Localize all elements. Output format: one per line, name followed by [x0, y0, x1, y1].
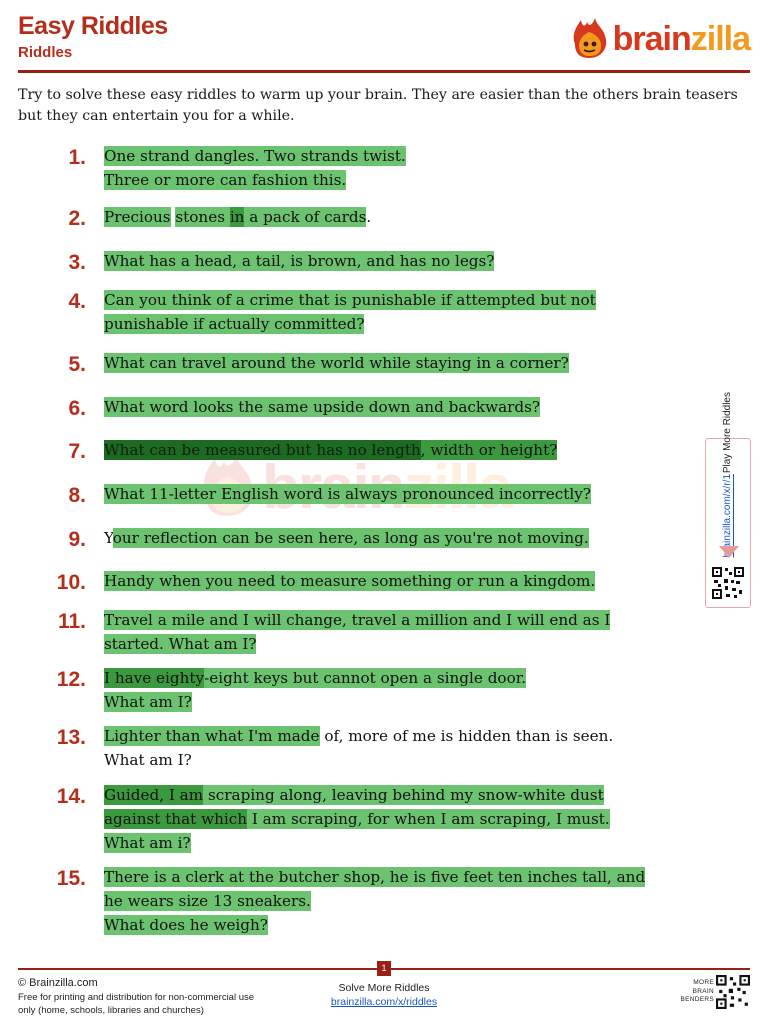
footer-center: [284, 982, 484, 1010]
riddle-line: [104, 865, 684, 889]
highlighted-text: our reflection can be seen here, as long as you're not moving.: [112, 529, 589, 547]
page-subtitle: Riddles: [18, 44, 73, 61]
highlighted-text: against that which: [104, 810, 247, 828]
riddle-number: 6.: [68, 397, 86, 420]
riddle-line: [104, 288, 684, 312]
riddle-number: 2.: [68, 207, 86, 230]
riddle-text: [104, 865, 684, 937]
highlighted-text: What word looks the same upside down and backwards?: [104, 398, 541, 416]
copyright-text: © Brainzilla.com: [18, 977, 98, 989]
riddle-number: 7.: [68, 440, 86, 463]
riddle-line: [104, 395, 684, 419]
riddle-text: [104, 351, 684, 375]
brainzilla-logo[interactable]: [569, 14, 750, 64]
riddle-number: 4.: [68, 290, 86, 313]
riddle-line: [104, 249, 684, 273]
highlighted-text: in: [229, 208, 245, 226]
highlighted-text: What does he weigh?: [104, 916, 268, 934]
highlighted-text: a pack of cards: [244, 208, 367, 226]
page-number: 1: [377, 961, 391, 976]
highlighted-text: What 11-letter English word is always pronounced incorrectly?: [104, 485, 591, 503]
riddle-number: 10.: [56, 571, 86, 594]
highlighted-text: What can be measured but has no length: [104, 441, 421, 459]
riddle-number: 9.: [68, 528, 86, 551]
riddle-line: [104, 144, 684, 168]
riddle-number: 13.: [56, 726, 86, 749]
plain-text: What am I?: [104, 751, 192, 769]
plain-text: .: [366, 208, 372, 226]
riddle-text: [104, 249, 684, 273]
riddle-line: [104, 438, 684, 462]
riddle-line: [104, 482, 684, 506]
highlighted-text: , width or height?: [420, 441, 558, 459]
solve-more-link[interactable]: brainzilla.com/x/riddles: [330, 996, 438, 1008]
highlighted-text: I am scraping, for when I am scraping, I must.: [247, 810, 610, 828]
riddle-text: [104, 783, 684, 855]
riddle-line: [104, 889, 684, 913]
riddle-text: [104, 144, 684, 192]
highlighted-text: started. What am I?: [104, 635, 257, 653]
page-header: [18, 10, 750, 68]
license-note: Free for printing and distribution for non-commercial use only (home, schools, libraries and churches): [18, 992, 255, 1016]
intro-text: Try to solve these easy riddles to warm up your brain. They are easier than the others brain teasers but they can entertain you for a while.: [18, 87, 738, 124]
brainzilla-logo-icon: [569, 16, 609, 62]
side-tab-link[interactable]: brainzilla.com/x/r/1: [721, 473, 733, 557]
riddle-line: [104, 831, 684, 855]
riddle-number: 1.: [68, 146, 86, 169]
riddle-line: [104, 351, 684, 375]
riddle-line: [104, 783, 684, 807]
highlighted-text: stones: [175, 208, 230, 226]
highlighted-text: Guided, I am: [104, 786, 204, 804]
plain-text: of, more of me is hidden than is seen.: [319, 727, 614, 745]
footer-left: [18, 976, 268, 1017]
riddle-text: [104, 205, 684, 229]
highlighted-text: There is a clerk at the butcher shop, he is five feet ten inches tall, and: [104, 868, 646, 886]
riddle-line: [104, 913, 684, 937]
riddle-line: [104, 666, 684, 690]
highlighted-text: Travel a mile and I will change, travel a million and I will end as I: [104, 611, 611, 629]
solve-more-label: Solve More Riddles: [338, 982, 430, 994]
riddle-text: [104, 482, 684, 506]
side-tab-text: [712, 392, 742, 557]
highlighted-text: Lighter than what I'm made: [104, 727, 320, 745]
riddle-number: 14.: [56, 785, 86, 808]
page-title: Easy Riddles: [18, 12, 168, 40]
riddle-text: [104, 569, 684, 593]
riddle-line: [104, 608, 684, 632]
riddle-line: [104, 569, 684, 593]
riddle-line: [104, 724, 684, 748]
highlighted-text: What am i?: [104, 834, 191, 852]
play-more-riddles-tab[interactable]: [705, 392, 751, 608]
highlighted-text: he wears size 13 sneakers.: [104, 892, 311, 910]
highlighted-text: Handy when you need to measure something or run a kingdom.: [104, 572, 596, 590]
riddle-text: [104, 724, 684, 772]
riddle-text: [104, 395, 684, 419]
highlighted-text: Precious: [104, 208, 171, 226]
riddle-line: [104, 205, 684, 229]
highlighted-text: What can travel around the world while staying in a corner?: [104, 354, 569, 372]
riddle-text: [104, 608, 684, 656]
footer-right: [670, 975, 750, 1013]
highlighted-text: What has a head, a tail, is brown, and has no legs?: [104, 252, 495, 270]
header-divider: [18, 70, 750, 73]
highlighted-text: scraping along, leaving behind my snow-white dust: [203, 786, 604, 804]
riddle-line: [104, 807, 684, 831]
down-arrow-icon: [719, 546, 739, 558]
riddle-line: [104, 168, 684, 192]
riddle-number: 12.: [56, 668, 86, 691]
riddle-number: 8.: [68, 484, 86, 507]
highlighted-text: What am I?: [104, 693, 192, 711]
side-tab-label: Play More Riddles: [721, 392, 733, 474]
riddle-text: [104, 666, 684, 714]
riddle-text: [104, 288, 684, 336]
more-brain-benders-text: MORE BRAIN BENDERS: [680, 979, 714, 1003]
highlighted-text: I have eighty: [104, 669, 205, 687]
logo-wordmark: brainzilla: [612, 19, 750, 58]
riddle-line: [104, 748, 684, 772]
highlighted-text: One strand dangles. Two strands twist.: [104, 147, 406, 165]
riddle-line: [104, 312, 684, 336]
footer-qr-code-icon[interactable]: [716, 975, 750, 1009]
qr-code-icon[interactable]: [712, 567, 744, 599]
highlighted-text: punishable if actually committed?: [104, 315, 365, 333]
riddle-line: [104, 526, 684, 550]
riddle-number: 11.: [57, 610, 86, 633]
plain-text: Y: [104, 529, 113, 547]
highlighted-text: -eight keys but cannot open a single door.: [204, 669, 527, 687]
riddle-number: 15.: [56, 867, 86, 890]
riddle-number: 3.: [68, 251, 86, 274]
riddle-line: [104, 632, 684, 656]
riddle-text: [104, 526, 684, 550]
riddle-text: [104, 438, 684, 462]
riddle-number: 5.: [68, 353, 86, 376]
highlighted-text: Can you think of a crime that is punishable if attempted but not: [104, 291, 596, 309]
riddle-line: [104, 690, 684, 714]
highlighted-text: Three or more can fashion this.: [104, 171, 347, 189]
